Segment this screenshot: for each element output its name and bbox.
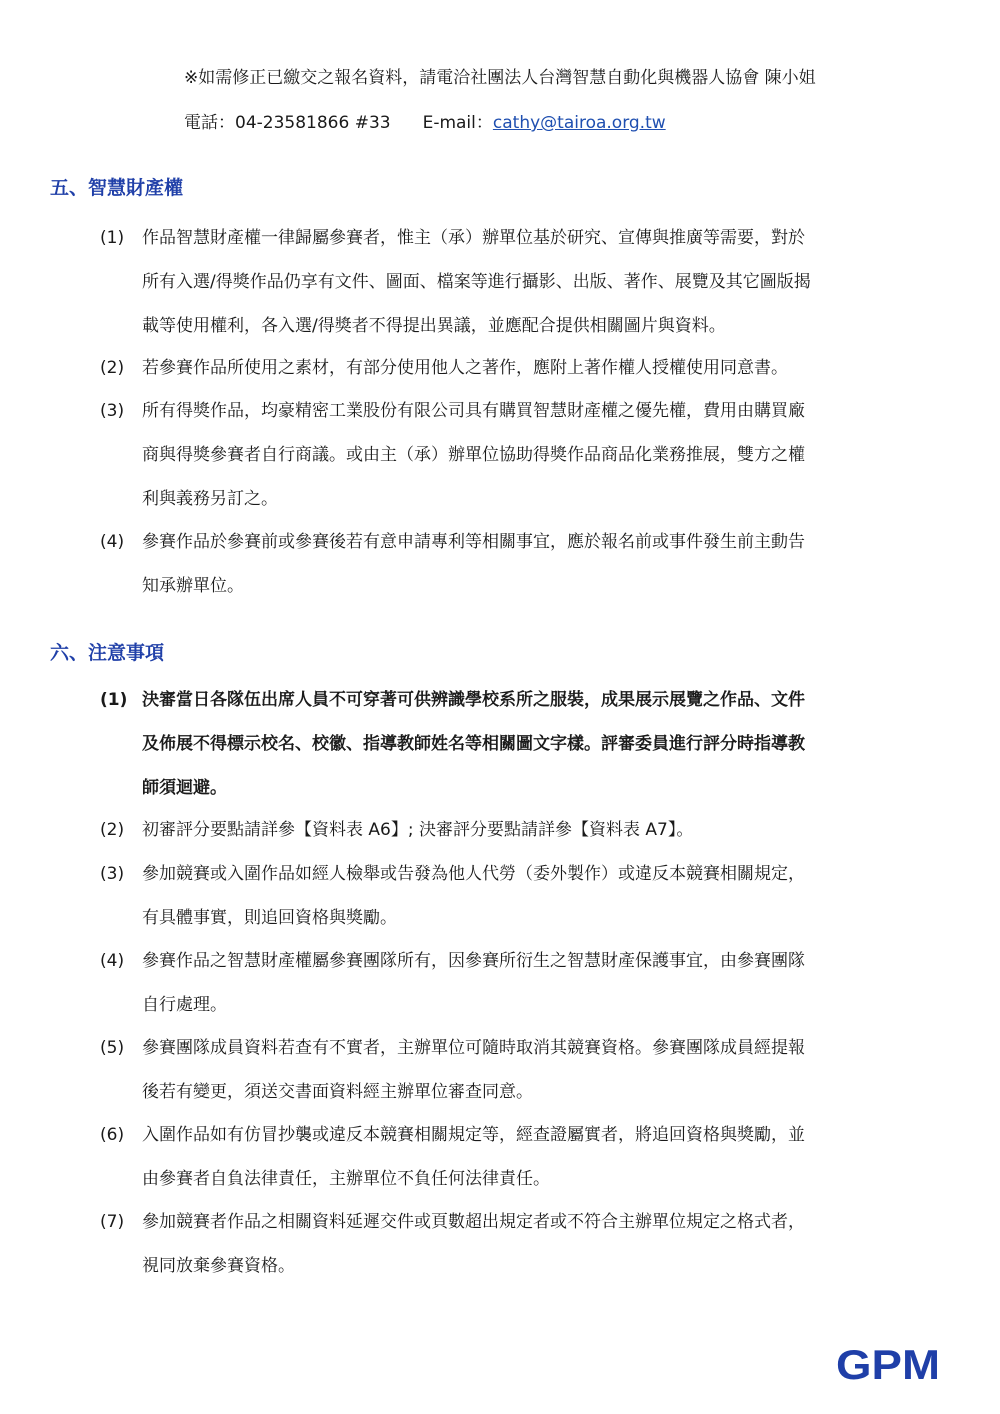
contact-notice: ※如需修正已繳交之報名資料，請電洽社團法人台灣智慧自動化與機器人協會 陳小姐 bbox=[184, 68, 816, 88]
item-text bbox=[142, 520, 932, 608]
item-text bbox=[142, 1200, 932, 1288]
section-title-notes: 六、注意事項 bbox=[50, 642, 165, 664]
text-line: 初審評分要點請詳參【資料表 A6】; 決審評分要點請詳參【資料表 A7】。 bbox=[142, 820, 694, 840]
text-line: 後若有變更，須送交書面資料經主辦單位審查同意。 bbox=[142, 1082, 533, 1102]
item-number: (6) bbox=[100, 1125, 125, 1145]
item-number: (3) bbox=[100, 401, 125, 421]
section-title-ip: 五、智慧財產權 bbox=[50, 177, 184, 199]
gpm-logo-text: GPM bbox=[836, 1342, 940, 1386]
text-line: 有具體事實，則追回資格與獎勵。 bbox=[142, 908, 397, 928]
item-number: (4) bbox=[100, 532, 125, 552]
item-number: (1) bbox=[100, 228, 125, 248]
item-text bbox=[142, 939, 932, 1027]
item-number: (5) bbox=[100, 1038, 125, 1058]
item-number: (2) bbox=[100, 820, 125, 840]
contact-email-label: E-mail： bbox=[422, 113, 493, 133]
text-line: 參賽團隊成員資料若查有不實者，主辦單位可隨時取消其競賽資格。參賽團隊成員經提報 bbox=[142, 1038, 805, 1058]
item-number: (4) bbox=[100, 951, 125, 971]
text-line: 參加競賽者作品之相關資料延遲交件或頁數超出規定者或不符合主辦單位規定之格式者， bbox=[142, 1212, 805, 1232]
text-line: 參賽作品於參賽前或參賽後若有意申請專利等相關事宜，應於報名前或事件發生前主動告 bbox=[142, 532, 805, 552]
text-line: 所有入選/得獎作品仍享有文件、圖面、檔案等進行攝影、出版、著作、展覽及其它圖版揭 bbox=[142, 272, 811, 292]
text-line: 若參賽作品所使用之素材，有部分使用他人之著作，應附上著作權人授權使用同意書。 bbox=[142, 358, 788, 378]
item-text bbox=[142, 678, 932, 810]
text-line: 利與義務另訂之。 bbox=[142, 489, 278, 509]
text-line: 決審當日各隊伍出席人員不可穿著可供辨識學校系所之服裝，成果展示展覽之作品、文件 bbox=[142, 690, 805, 710]
item-text bbox=[142, 216, 932, 348]
text-line: 及佈展不得標示校名、校徽、指導教師姓名等相關圖文字樣。評審委員進行評分時指導教 bbox=[142, 734, 805, 754]
text-line: 參賽作品之智慧財產權屬參賽團隊所有，因參賽所衍生之智慧財產保護事宜，由參賽團隊 bbox=[142, 951, 805, 971]
text-line: 自行處理。 bbox=[142, 995, 227, 1015]
item-text bbox=[142, 389, 932, 521]
item-number: (3) bbox=[100, 864, 125, 884]
item-text bbox=[142, 1026, 932, 1114]
item-text bbox=[142, 1113, 932, 1201]
contact-phone: 電話：04-23581866 #33 bbox=[184, 113, 391, 133]
text-line: 入圍作品如有仿冒抄襲或違反本競賽相關規定等，經查證屬實者，將追回資格與獎勵，並 bbox=[142, 1125, 805, 1145]
text-line: 載等使用權利，各入選/得獎者不得提出異議，並應配合提供相關圖片與資料。 bbox=[142, 316, 726, 336]
item-text bbox=[142, 852, 932, 940]
contact-line bbox=[184, 111, 666, 135]
text-line: 所有得獎作品，均豪精密工業股份有限公司具有購買智慧財產權之優先權，費用由購買廠 bbox=[142, 401, 805, 421]
item-number: (7) bbox=[100, 1212, 125, 1232]
text-line: 師須迴避。 bbox=[142, 778, 227, 798]
text-line: 由參賽者自負法律責任，主辦單位不負任何法律責任。 bbox=[142, 1169, 550, 1189]
contact-email-link[interactable]: cathy@tairoa.org.tw bbox=[492, 113, 666, 133]
item-text bbox=[142, 346, 932, 390]
item-text bbox=[142, 808, 932, 852]
gpm-logo bbox=[836, 1342, 940, 1386]
item-number: (1) bbox=[100, 690, 128, 710]
text-line: 參加競賽或入圍作品如經人檢舉或告發為他人代勞（委外製作）或違反本競賽相關規定， bbox=[142, 864, 805, 884]
text-line: 作品智慧財產權一律歸屬參賽者，惟主（承）辦單位基於研究、宣傳與推廣等需要，對於 bbox=[142, 228, 805, 248]
item-number: (2) bbox=[100, 358, 125, 378]
text-line: 知承辦單位。 bbox=[142, 576, 244, 596]
text-line: 商與得獎參賽者自行商議。或由主（承）辦單位協助得獎作品商品化業務推展，雙方之權 bbox=[142, 445, 805, 465]
text-line: 視同放棄參賽資格。 bbox=[142, 1256, 295, 1276]
